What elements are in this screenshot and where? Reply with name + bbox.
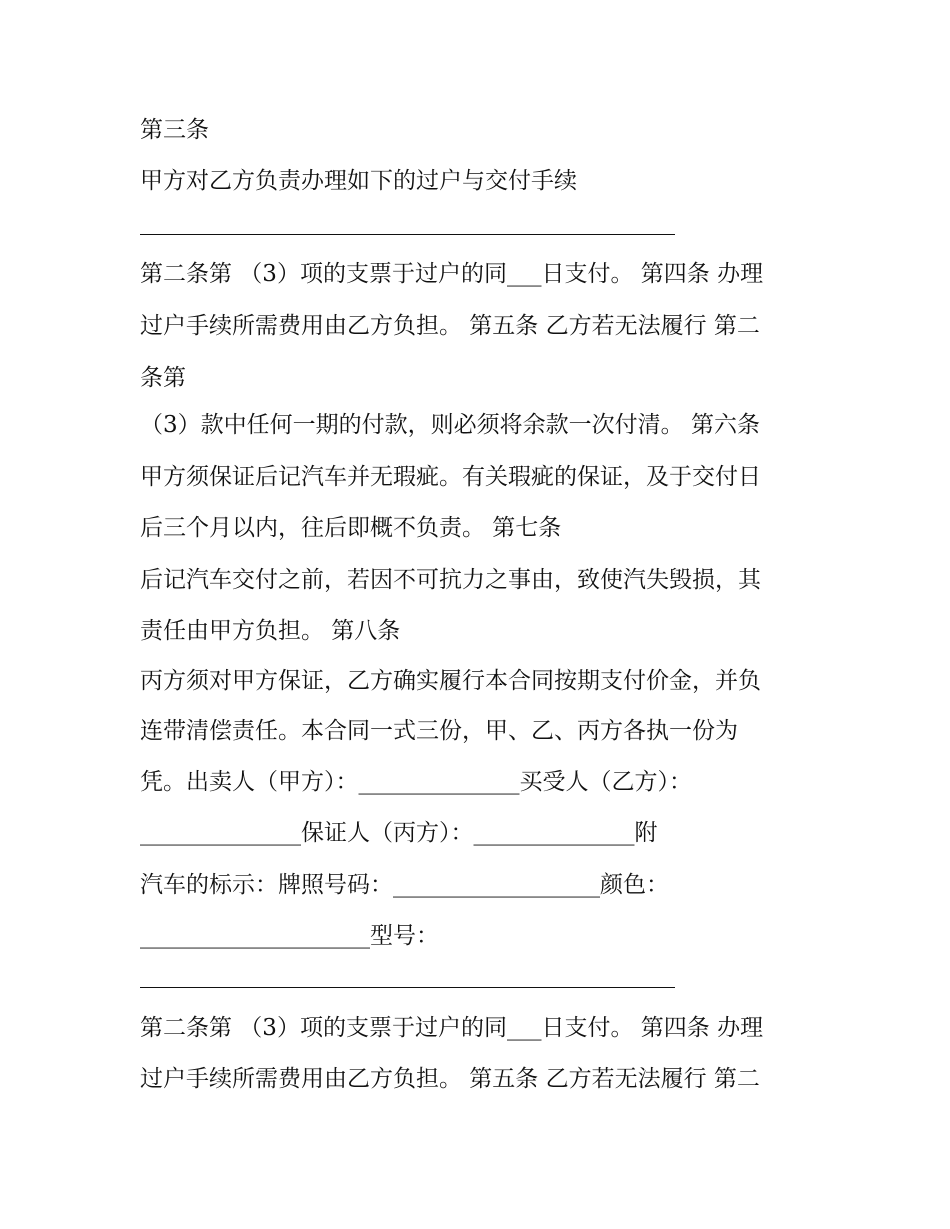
- vehicle-info-line: ____________________型号：: [140, 923, 439, 949]
- body-line: 过户手续所需费用由乙方负担。 第五条 乙方若无法履行 第二: [140, 313, 760, 339]
- body-line: （3）款中任何一期的付款，则必须将余款一次付清。 第六条: [140, 412, 760, 438]
- signature-line: 凭。出卖人（甲方）：______________买受人（乙方）：: [140, 769, 692, 795]
- body-line: 后三个月以内，往后即概不负责。 第七条: [140, 515, 562, 541]
- body-line: 过户手续所需费用由乙方负担。 第五条 乙方若无法履行 第二: [140, 1066, 760, 1092]
- body-line: 条第: [140, 365, 186, 391]
- blank-rule: [140, 987, 675, 988]
- signature-line: ______________保证人（丙方）：______________附: [140, 820, 658, 846]
- body-line: 第二条第 （3）项的支票于过户的同___日支付。 第四条 办理: [140, 261, 764, 287]
- blank-rule: [140, 234, 675, 235]
- vehicle-info-line: 汽车的标示：牌照号码：__________________颜色：: [140, 872, 669, 898]
- body-line: 连带清偿责任。本合同一式三份，甲、乙、丙方各执一份为: [140, 718, 738, 744]
- body-line: 责任由甲方负担。 第八条: [140, 618, 401, 644]
- article-3-heading: 第三条: [140, 117, 209, 143]
- article-3-text: 甲方对乙方负责办理如下的过户与交付手续: [140, 168, 577, 194]
- body-line: 丙方须对甲方保证，乙方确实履行本合同按期支付价金，并负: [140, 668, 761, 694]
- body-line: 后记汽车交付之前，若因不可抗力之事由，致使汽失毁损，其: [140, 567, 761, 593]
- body-line: 第二条第 （3）项的支票于过户的同___日支付。 第四条 办理: [140, 1015, 764, 1041]
- body-line: 甲方须保证后记汽车并无瑕疵。有关瑕疵的保证，及于交付日: [140, 464, 761, 490]
